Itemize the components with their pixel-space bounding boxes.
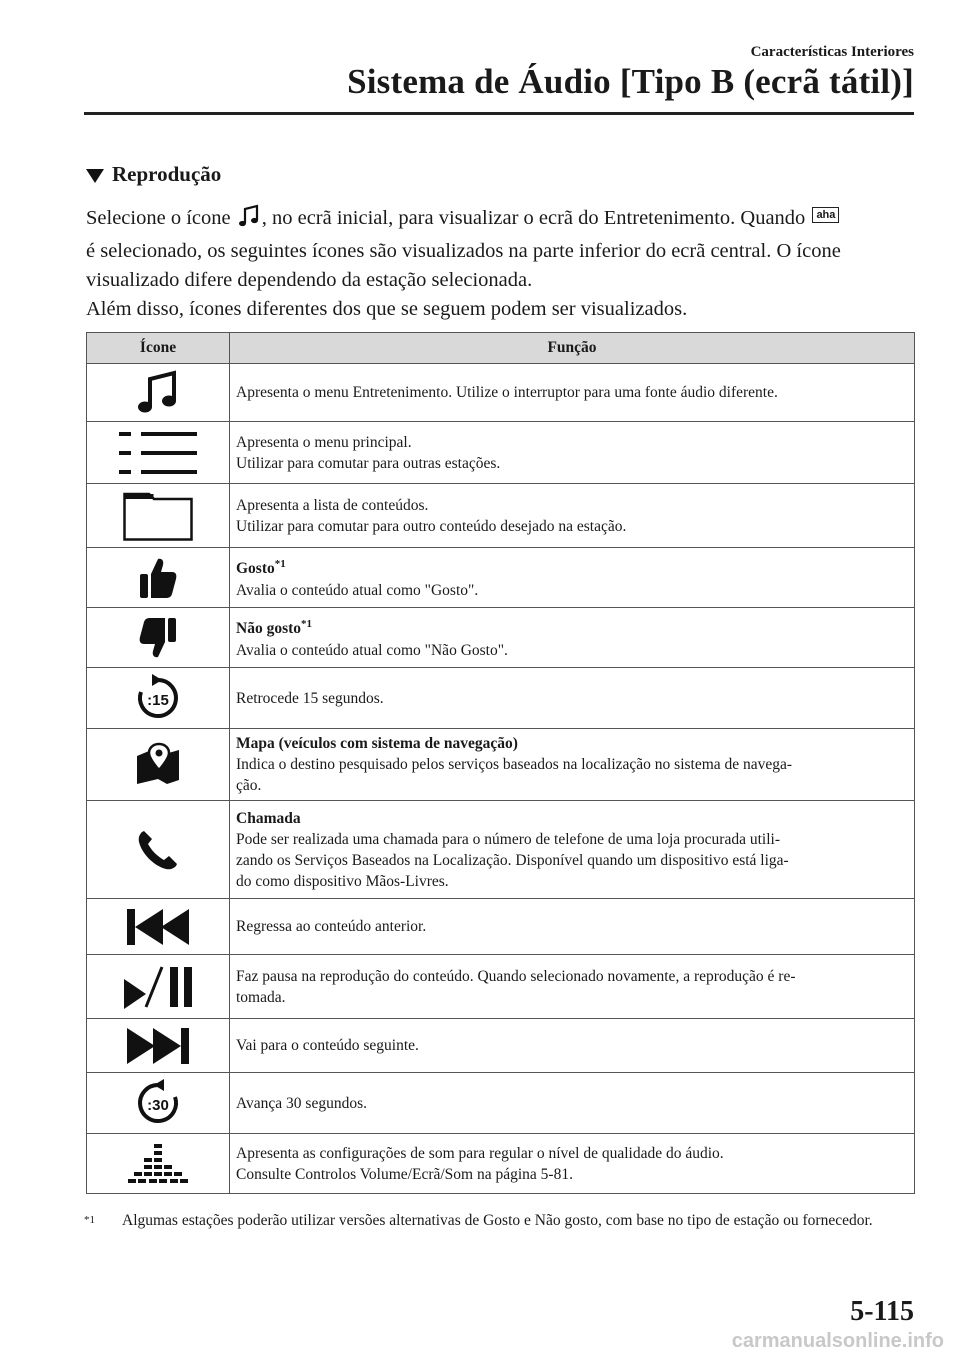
function-description: Pode ser realizada uma chamada para o número de telefone de uma loja procurada utili- bbox=[236, 830, 780, 848]
thumbs-up-icon bbox=[87, 556, 229, 600]
table-row bbox=[87, 955, 915, 1019]
forward-30-icon bbox=[87, 1079, 229, 1127]
function-description: Avalia o conteúdo atual como "Gosto". bbox=[236, 581, 479, 599]
thumbs-down-icon bbox=[87, 616, 229, 660]
icon-cell bbox=[87, 955, 230, 1019]
function-cell bbox=[230, 955, 915, 1019]
equalizer-icon bbox=[87, 1142, 229, 1186]
function-cell bbox=[230, 1134, 915, 1194]
function-description: Utilizar para comutar para outro conteúdo desejado na estação. bbox=[236, 517, 627, 535]
icon-cell bbox=[87, 1073, 230, 1134]
function-description: do como dispositivo Mãos-Livres. bbox=[236, 872, 449, 890]
icon-function-table bbox=[86, 332, 915, 1194]
function-cell bbox=[230, 608, 915, 668]
intro-text bbox=[86, 204, 922, 324]
function-description: Apresenta as configurações de som para regular o nível de qualidade do áudio. bbox=[236, 1144, 724, 1162]
function-cell bbox=[230, 1073, 915, 1134]
icon-cell bbox=[87, 608, 230, 668]
function-cell bbox=[230, 729, 915, 801]
function-cell bbox=[230, 422, 915, 484]
function-description: Avalia o conteúdo atual como "Não Gosto". bbox=[236, 641, 508, 659]
table-row bbox=[87, 364, 915, 422]
function-title: Mapa (veículos com sistema de navegação) bbox=[236, 735, 518, 752]
function-description: tomada. bbox=[236, 988, 286, 1006]
column-header-function: Função bbox=[230, 333, 915, 364]
icon-cell bbox=[87, 729, 230, 801]
running-header-section: Características Interiores bbox=[750, 44, 914, 60]
footnote bbox=[84, 1209, 914, 1236]
page-number: 5-115 bbox=[850, 1296, 914, 1327]
intro-paragraph-2: Além disso, ícones diferentes dos que se seguem podem ser visualizados. bbox=[86, 298, 688, 320]
list-menu-icon bbox=[87, 430, 229, 476]
icon-cell bbox=[87, 422, 230, 484]
play-pause-icon bbox=[87, 965, 229, 1009]
function-title: Gosto$^{*1}$ bbox=[236, 558, 286, 578]
icon-cell bbox=[87, 801, 230, 899]
table-row bbox=[87, 422, 915, 484]
table-row bbox=[87, 899, 915, 955]
footnote-text: Algumas estações poderão utilizar versões alternativas de Gosto e Não gosto, com base no tipo de estação ou fornecedor. bbox=[122, 1212, 873, 1229]
function-description: Apresenta a lista de conteúdos. bbox=[236, 496, 429, 514]
table-row bbox=[87, 484, 915, 548]
table-row bbox=[87, 548, 915, 608]
footnote-ref: *1 bbox=[274, 558, 286, 571]
function-description: Apresenta o menu Entretenimento. Utilize o interruptor para uma fonte áudio diferente. bbox=[236, 384, 778, 401]
triangle-bullet-icon bbox=[86, 169, 104, 183]
footnote-ref: *1 bbox=[301, 618, 313, 631]
icon-cell bbox=[87, 1134, 230, 1194]
music-note-icon bbox=[87, 369, 229, 417]
section-heading bbox=[86, 162, 221, 187]
function-cell bbox=[230, 801, 915, 899]
column-header-icon: Ícone bbox=[87, 333, 230, 364]
function-description: Utilizar para comutar para outras estações. bbox=[236, 454, 501, 472]
function-description: Consulte Controlos Volume/Ecrã/Som na página 5-81. bbox=[236, 1165, 573, 1183]
icon-cell bbox=[87, 548, 230, 608]
svg-text::15: :15 bbox=[147, 692, 169, 709]
function-title: Chamada bbox=[236, 809, 301, 827]
function-description: Indica o destino pesquisado pelos serviços baseados na localização no sistema de navega- bbox=[236, 756, 793, 773]
function-description: Faz pausa na reprodução do conteúdo. Quando selecionado novamente, a reprodução é re- bbox=[236, 967, 796, 985]
function-cell bbox=[230, 668, 915, 729]
page-title: Sistema de Áudio [Tipo B (ecrã tátil)] bbox=[347, 62, 914, 101]
header-rule bbox=[84, 112, 914, 115]
function-description: Vai para o conteúdo seguinte. bbox=[236, 1037, 419, 1054]
function-description: zando os Serviços Baseados na Localização. Disponível quando um dispositivo está liga- bbox=[236, 851, 789, 869]
table-row bbox=[87, 1019, 915, 1073]
intro-paragraph-1: Selecione o ícone , no ecrã inicial, para visualizar o ecrã do Entretenimento. Quando aha é selecionado, os seguintes ícones são visualizados na parte inferior do ecrã central. O ícone visualizado difere dependendo da estação selecionada. bbox=[86, 204, 922, 295]
icon-cell bbox=[87, 364, 230, 422]
table-row bbox=[87, 801, 915, 899]
watermark: carmanualsonline.info bbox=[731, 1330, 944, 1352]
table-row bbox=[87, 729, 915, 801]
footnote-mark: *1 bbox=[84, 1214, 95, 1226]
folder-icon bbox=[87, 491, 229, 541]
table-row bbox=[87, 608, 915, 668]
function-description: Apresenta o menu principal. bbox=[236, 433, 412, 451]
section-heading-text: Reprodução bbox=[112, 162, 222, 186]
map-icon bbox=[87, 742, 229, 788]
music-note-inline-icon bbox=[238, 204, 260, 237]
table-header-row bbox=[87, 333, 915, 364]
next-track-icon bbox=[87, 1026, 229, 1066]
function-cell bbox=[230, 484, 915, 548]
function-cell bbox=[230, 364, 915, 422]
svg-text::30: :30 bbox=[147, 1097, 169, 1114]
icon-cell bbox=[87, 668, 230, 729]
function-cell bbox=[230, 899, 915, 955]
icon-cell bbox=[87, 899, 230, 955]
function-description: Regressa ao conteúdo anterior. bbox=[236, 918, 427, 935]
table-row bbox=[87, 1134, 915, 1194]
table-row bbox=[87, 1073, 915, 1134]
previous-track-icon bbox=[87, 907, 229, 947]
aha-icon: aha bbox=[812, 207, 839, 223]
phone-icon bbox=[87, 828, 229, 872]
function-cell bbox=[230, 1019, 915, 1073]
icon-cell bbox=[87, 484, 230, 548]
function-description: Retrocede 15 segundos. bbox=[236, 689, 384, 707]
rewind-15-icon bbox=[87, 674, 229, 722]
table-row bbox=[87, 668, 915, 729]
function-description: ção. bbox=[236, 777, 262, 794]
function-cell bbox=[230, 548, 915, 608]
function-title: Não gosto$^{*1}$ bbox=[236, 618, 313, 638]
function-description: Avança 30 segundos. bbox=[236, 1094, 368, 1112]
icon-cell bbox=[87, 1019, 230, 1073]
